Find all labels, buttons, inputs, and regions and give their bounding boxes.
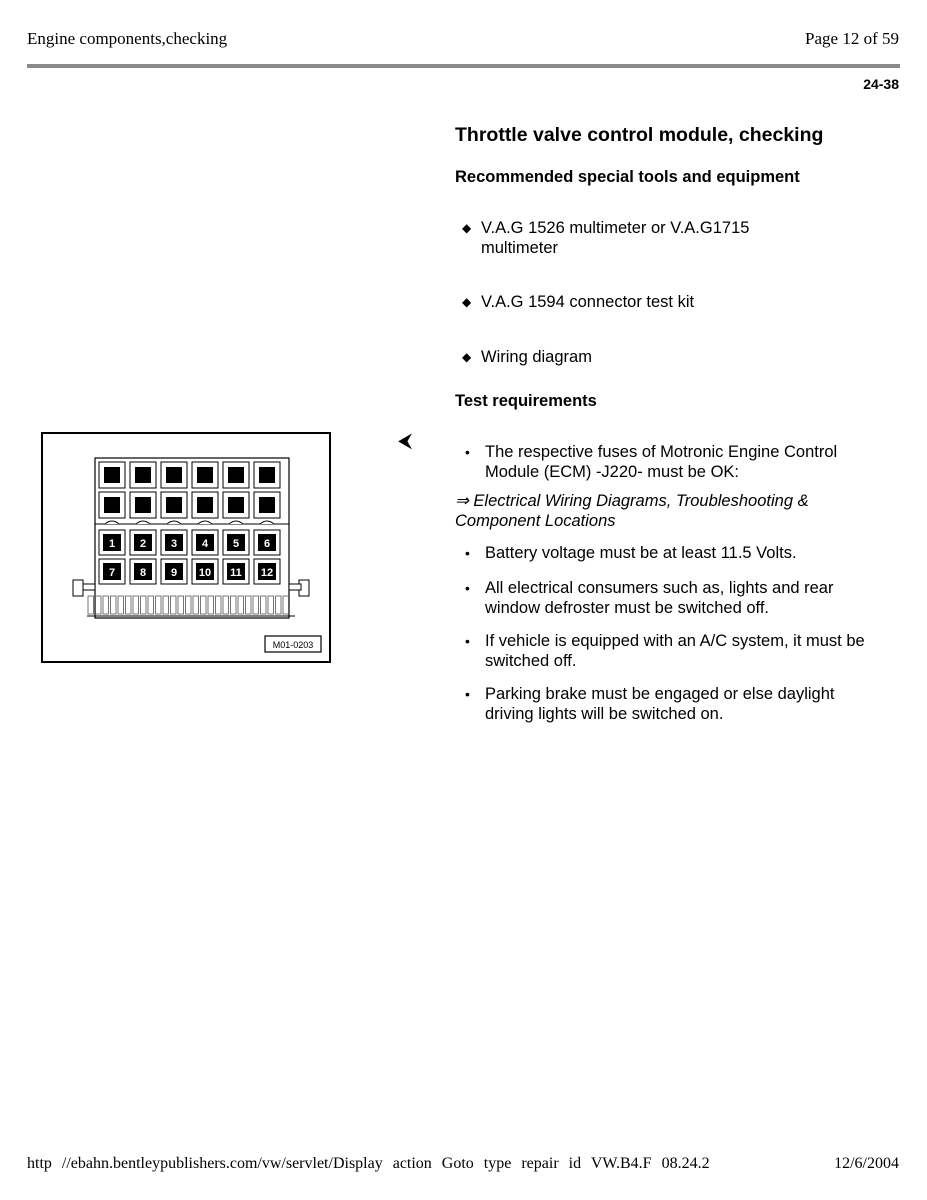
requirement-item [465, 684, 885, 724]
page-title: Throttle valve control module, checking [455, 124, 824, 146]
relay-slot [99, 492, 125, 518]
fuse-number-label: 7 [108, 567, 116, 579]
relay-slot [130, 492, 156, 518]
header-divider [27, 64, 900, 68]
requirement-item [465, 543, 885, 563]
page-header-title: Engine components,checking [27, 29, 228, 48]
fuse-slot [99, 530, 125, 555]
fuse-slot [99, 559, 125, 584]
relay-slot [254, 492, 280, 518]
diamond-bullet-icon: ◆ [462, 221, 472, 235]
fuse-number-label: 1 [108, 538, 116, 550]
tools-heading: Recommended special tools and equipment [455, 168, 800, 186]
fuse-slot [254, 530, 280, 555]
page-number: Page 12 of 59 [805, 29, 899, 48]
tool-item-text: Wiring diagram [481, 348, 592, 366]
figure-code: M01-0203 [272, 640, 314, 650]
relay-slot [130, 462, 156, 488]
relay-slot [192, 462, 218, 488]
fuse-number-label: 3 [170, 538, 178, 550]
tool-item [462, 218, 822, 258]
tool-item [462, 347, 822, 367]
fuse-slot [161, 559, 187, 584]
fuse-box-illustration [43, 434, 329, 661]
section-reference: 24-38 [863, 76, 899, 92]
requirement-text: Battery voltage must be at least 11.5 Volts. [485, 544, 797, 562]
bullet-icon: • [465, 686, 470, 702]
terminal-strip [87, 596, 295, 616]
relay-slot [192, 492, 218, 518]
fuse-slot [254, 559, 280, 584]
fuse-slot [223, 530, 249, 555]
bullet-icon: • [465, 633, 470, 649]
requirement-text: If vehicle is equipped with an A/C system, it must be switched off. [485, 632, 865, 670]
diamond-bullet-icon: ◆ [462, 350, 472, 364]
fuse-slot [223, 559, 249, 584]
figure-pointer-icon: ⮜ [398, 430, 413, 452]
relay-slot [161, 462, 187, 488]
fuse-slot [192, 530, 218, 555]
fuse-slot [192, 559, 218, 584]
fuse-number-label: 11 [230, 567, 242, 579]
fuse-number-label: 9 [170, 567, 178, 579]
requirement-text: The respective fuses of Motronic Engine Control Module (ECM) -J220- must be OK: [485, 443, 838, 481]
tool-item-text: V.A.G 1594 connector test kit [481, 293, 695, 311]
tool-item-text: V.A.G 1526 multimeter or V.A.G1715 multimeter [481, 219, 750, 257]
fuse-number-label: 10 [198, 567, 212, 579]
fuse-number-label: 5 [232, 538, 240, 550]
bullet-icon: • [465, 444, 470, 460]
bullet-icon: • [465, 580, 470, 596]
relay-slot [223, 462, 249, 488]
relay-slot [99, 462, 125, 488]
fuse-number-label: 4 [201, 538, 209, 550]
tool-item [462, 292, 822, 312]
fuse-slot [161, 530, 187, 555]
fuse-slot [130, 559, 156, 584]
requirements-heading: Test requirements [455, 392, 597, 410]
fuse-number-label: 6 [263, 538, 271, 550]
fuse-number-label: 12 [260, 567, 274, 579]
relay-slot [161, 492, 187, 518]
bullet-icon: • [465, 545, 470, 561]
fuse-number-label: 8 [139, 567, 147, 579]
relay-slot [254, 462, 280, 488]
wiring-diagram-reference-link[interactable]: ⇒ Electrical Wiring Diagrams, Troubleshooting & Component Locations [455, 492, 809, 530]
fuse-box-diagram [41, 432, 331, 663]
footer-url: http //ebahn.bentleypublishers.com/vw/servlet/Display action Goto type repair id VW.B4.F 08.24.2 [27, 1155, 710, 1172]
diamond-bullet-icon: ◆ [462, 295, 472, 309]
requirement-item [465, 631, 885, 671]
fuse-number-label: 2 [139, 538, 147, 550]
requirement-text: Parking brake must be engaged or else daylight driving lights will be switched on. [485, 685, 835, 723]
requirement-item [465, 442, 885, 482]
footer-date: 12/6/2004 [834, 1155, 899, 1172]
requirement-text: All electrical consumers such as, lights and rear window defroster must be switched off. [485, 579, 834, 617]
requirement-item [465, 578, 885, 618]
fuse-slot [130, 530, 156, 555]
relay-slot [223, 492, 249, 518]
